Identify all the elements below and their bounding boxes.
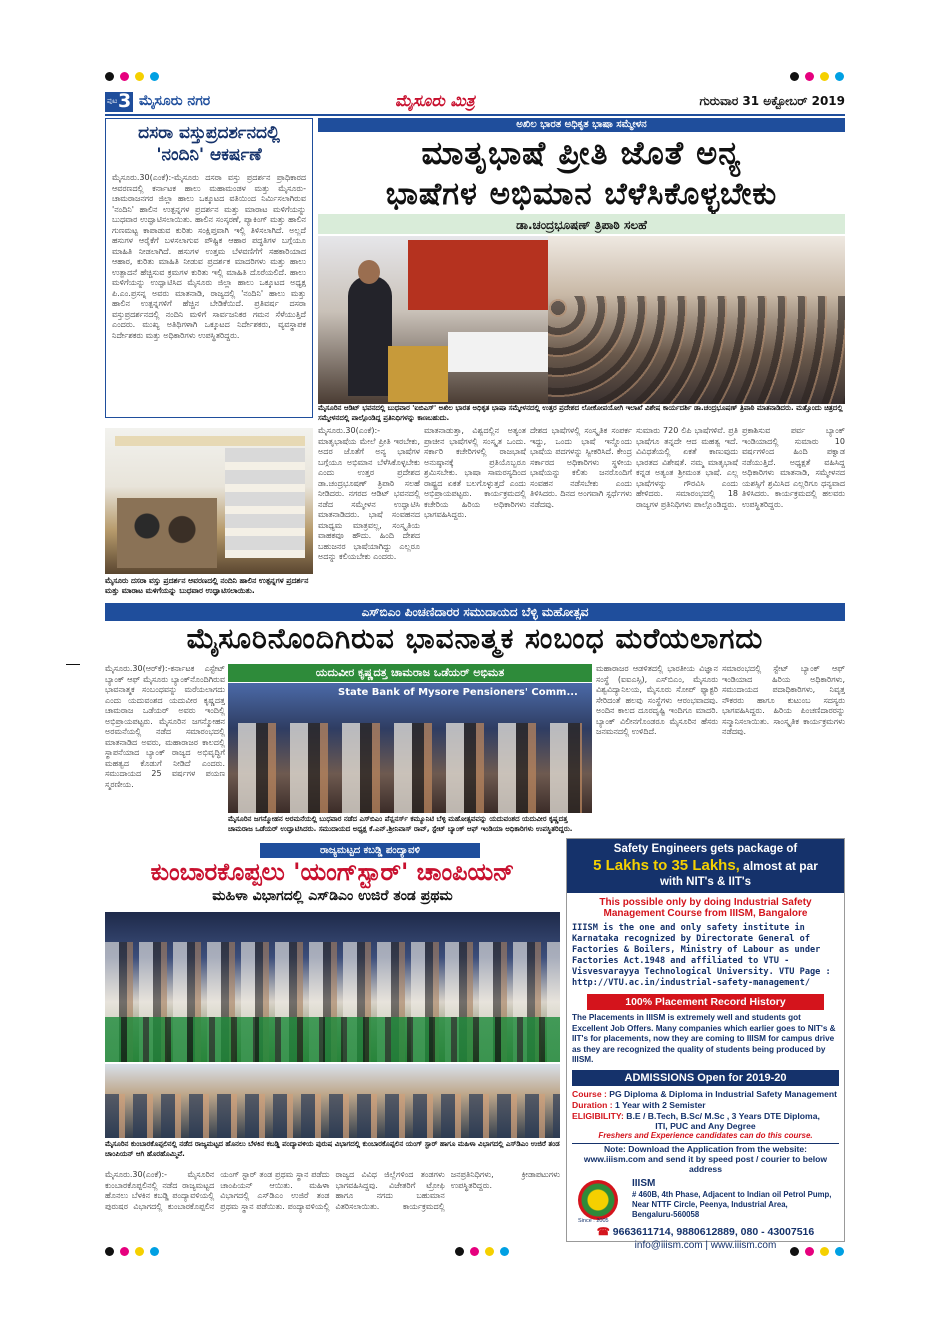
ad-sub-2: Management Course from IIISM, Bangalore: [603, 908, 808, 919]
nandini-headline-line1: ದಸರಾ ವಸ್ತುಪ್ರದರ್ಶನದಲ್ಲಿ: [138, 123, 280, 143]
ad-web: info@iiism.com | www.iiism.com: [634, 1239, 777, 1251]
language-col-5: ಪ್ರಕಾಶಿಸುವ ಪರ್ವ ಬ್ಯಾಂಕ್ ಇಂಡಿಯಾದಲ್ಲಿ ಸುಮಾರು 10 ವರ್ಷಗಳಿಂದ ಹಿಂದಿ ಪಕ್ವಾಡ ನಡೆಯುತ್ತಿದೆ. ಅಧ್ಯಕ್ಷತೆ ವಹಿಸಿದ್ದ ಅಧಿಕಾರಿಗಳು ಮಾತನಾಡಿ, ಸಮ್ಮೇಳನದ ಯಶಸ್ಸಿಗೆ ಶ್ರಮಿಸಿದ ಎಲ್ಲರಿಗೂ ಧನ್ಯವಾದ ತಿಳಿಸಿದರು. ಕಾರ್ಯಕ್ರಮದಲ್ಲಿ ಹಲವರು ಉಪಸ್ಥಿತರಿದ್ದರು.: [742, 426, 845, 509]
ad-salary-range: 5 Lakhs to 35 Lakhs,: [593, 857, 740, 874]
kabaddi-subhead: ಮಹಿಳಾ ವಿಭಾಗದಲ್ಲಿ ಎಸ್‌ಡಿಎಂ ಉಜಿರೆ ತಂಡ ಪ್ರಥಮ: [212, 888, 453, 904]
language-col-1: ಮೈಸೂರು.30(ಎಂಕೆ):- ಮಾತೃಭಾಷೆಯ ಮೇಲೆ ಪ್ರೀತಿ ಇರಬೇಕು, ಅದರ ಜೊತೆಗೆ ಅನ್ಯ ಭಾಷೆಗಳ ಬಗ್ಗೆಯೂ ಅಭಿಮಾನ ಬೆಳೆಸಿಕೊಳ್ಳಬೇಕು ಎಂದು ಉತ್ತರ ಪ್ರದೇಶದ ಡಾ.ಚಂದ್ರಭೂಷಣ್ ತ್ರಿಪಾಠಿ ಸಲಹೆ ನೀಡಿದರು. ನಗರದ ಆಡಿಟ್ ಭವನದಲ್ಲಿ ನಡೆದ ಸಮ್ಮೇಳನ ಉದ್ಘಾಟಿಸಿ ಮಾತನಾಡಿದರು. ಭಾಷೆ ಸಂವಹನದ ಮಾಧ್ಯಮ ಮಾತ್ರವಲ್ಲ, ಸಂಸ್ಕೃತಿಯ ವಾಹಕವೂ ಹೌದು. ಹಿಂದಿ ದೇಶದ ಬಹುಜನರ ಭಾಷೆಯಾಗಿದ್ದು ಎಲ್ಲರೂ ಅದನ್ನು ಕಲಿಯಬೇಕು ಎಂದರು.: [318, 426, 420, 561]
ad-course: PG Diploma & Diploma in Industrial Safety Management: [606, 1088, 838, 1099]
ad-since: Since : 2005: [578, 1217, 609, 1224]
masthead: ಮೈಸೂರು ಮಿತ್ರ: [395, 91, 475, 110]
language-subhead-bar: [318, 214, 845, 234]
kabaddi-caption: ಮೈಸೂರಿನ ಕುಂಬಾರಕೊಪ್ಪಲಿನಲ್ಲಿ ನಡೆದ ರಾಜ್ಯಮಟ್ಟದ ಹೊನಲು ಬೆಳಕಿನ ಕಬಡ್ಡಿ ಪಂದ್ಯಾವಳಿಯ ಪುರುಷ ವಿಭಾಗದಲ್ಲಿ ಕುಂಬಾರಕೊಪ್ಪಲಿನ ಯಂಗ್ ಸ್ಟಾರ್ ಹಾಗೂ ಮಹಿಳಾ ವಿಭಾಗದಲ್ಲಿ ಎಸ್‌ಡಿಎಂ ಉಜಿರೆ ತಂಡ ಚಾಂಪಿಯನ್ ಆಗಿ ಹೊರಹೊಮ್ಮಿವೆ.: [105, 1140, 560, 1158]
registration-marks-top-left: [105, 72, 159, 81]
ad-address-block: [572, 1178, 839, 1224]
fold-mark: [66, 664, 80, 665]
nandini-story: [105, 118, 313, 418]
pensioners-kicker-bar: [105, 603, 845, 621]
nandini-photo: [105, 428, 313, 574]
language-photo-audience: [548, 236, 845, 404]
language-subhead: ಡಾ.ಚಂದ್ರಭೂಷಣ್ ತ್ರಿಪಾಠಿ ಸಲಹೆ: [516, 218, 647, 232]
kabaddi-headline: ಕುಂಬಾರಕೊಪ್ಪಲು 'ಯಂಗ್‌ಸ್ಟಾರ್' ಚಾಂಪಿಯನ್: [150, 858, 515, 886]
kabaddi-body: ಮೈಸೂರು.30(ಎಂಕೆ):- ಮೈಸೂರಿನ ಕುಂಬಾರಕೊಪ್ಪಲಿನಲ್ಲಿ ನಡೆದ ರಾಜ್ಯಮಟ್ಟದ ಹೊನಲು ಬೆಳಕಿನ ಕಬಡ್ಡಿ ಪಂದ್ಯಾವಳಿಯಲ್ಲಿ ಪುರುಷರ ವಿಭಾಗದಲ್ಲಿ ಕುಂಬಾರಕೊಪ್ಪಲಿನ ಯಂಗ್ ಸ್ಟಾರ್ ತಂಡ ಪ್ರಥಮ ಸ್ಥಾನ ಪಡೆದು ಚಾಂಪಿಯನ್ ಆಯಿತು. ಮಹಿಳಾ ವಿಭಾಗದಲ್ಲಿ ಎಸ್‌ಡಿಎಂ ಉಜಿರೆ ತಂಡ ಪ್ರಥಮ ಸ್ಥಾನ ಪಡೆಯಿತು. ಪಂದ್ಯಾವಳಿಯಲ್ಲಿ ರಾಜ್ಯದ ವಿವಿಧ ಜಿಲ್ಲೆಗಳಿಂದ ತಂಡಗಳು ಭಾಗವಹಿಸಿದ್ದವು. ವಿಜೇತರಿಗೆ ಟ್ರೋಫಿ ಹಾಗೂ ನಗದು ಬಹುಮಾನ ವಿತರಿಸಲಾಯಿತು. ಕಾರ್ಯಕ್ರಮದಲ್ಲಿ ಜನಪ್ರತಿನಿಧಿಗಳು, ಕ್ರೀಡಾಪಟುಗಳು ಉಪಸ್ಥಿತರಿದ್ದರು.: [105, 1170, 560, 1211]
language-kicker: ಅಖಿಲ ಭಾರತ ಅಧಿಕೃತ ಭಾಷಾ ಸಮ್ಮೇಳನ: [516, 119, 647, 130]
ad-placement-title: 100% Placement Record History: [625, 996, 786, 1008]
ad-address-3: Bengaluru-560058: [632, 1209, 700, 1219]
registration-marks-top-right: [790, 72, 844, 81]
pensioners-headline: ಮೈಸೂರಿನೊಂದಿಗಿರುವ ಭಾವನಾತ್ಮಕ ಸಂಬಂಧ ಮರೆಯಲಾಗದು: [186, 622, 764, 655]
ad-admissions-banner: [572, 1070, 839, 1086]
ad-placement-banner: [587, 994, 824, 1010]
ad-eligibility-2: ITI, PUC and Any Degree: [655, 1120, 756, 1131]
kabaddi-kicker-bar: [260, 843, 480, 858]
ad-address-2: Near NTTF Circle, Peenya, Industrial Area,: [632, 1199, 788, 1209]
header-rule: [105, 114, 845, 116]
ad-headline-1: Safety Engineers gets package of: [613, 843, 798, 855]
pensioners-col-right-2: ಸಮಾರಂಭದಲ್ಲಿ ಸ್ಟೇಟ್ ಬ್ಯಾಂಕ್ ಆಫ್ ಇಂಡಿಯಾದ ಹಿರಿಯ ಅಧಿಕಾರಿಗಳು, ಸಮುದಾಯದ ಪದಾಧಿಕಾರಿಗಳು, ನಿವೃತ್ತ ನೌಕರರು ಹಾಗೂ ಕುಟುಂಬ ಸದಸ್ಯರು ಭಾಗವಹಿಸಿದ್ದರು. ಹಿರಿಯ ಪಿಂಚಣಿದಾರರನ್ನು ಸನ್ಮಾನಿಸಲಾಯಿತು. ಸಾಂಸ್ಕೃತಿಕ ಕಾರ್ಯಕ್ರಮಗಳು ನಡೆದವು.: [722, 664, 845, 736]
language-photo-caption: ಮೈಸೂರಿನ ಆಡಿಟ್ ಭವನದಲ್ಲಿ ಬುಧವಾರ 'ಐಬಿಎಸ್' ಅಖಿಲ ಭಾರತ ಅಧಿಕೃತ ಭಾಷಾ ಸಮ್ಮೇಳನದಲ್ಲಿ ಉತ್ತರ ಪ್ರದೇಶದ ಲೋಕೋಪಯೋಗಿ ಇಲಾಖೆ ವಿಶೇಷ ಕಾರ್ಯದರ್ಶಿ ಡಾ.ಚಂದ್ರಭೂಷಣ್ ತ್ರಿಪಾಠಿ ಮಾತನಾಡಿದರು. ಮತ್ತೊಂದು ಚಿತ್ರದಲ್ಲಿ ಸಮ್ಮೇಳನದಲ್ಲಿ ಪಾಲ್ಗೊಂಡಿದ್ದ ಪ್ರತಿನಿಧಿಗಳನ್ನು ಕಾಣಬಹುದು.: [318, 404, 843, 422]
language-col-3: ದೇಶದ ಭಾಷೆಗಳಲ್ಲಿ ಸಂಸ್ಕೃತಿಕ ಸಂಪರ್ಕ ಇದ್ದು, ಒಂದು ಭಾಷೆ ಇನ್ನೊಂದು ಭಾಷೆಯ ಪದಗಳನ್ನು ಸ್ವೀಕರಿಸಿದೆ. ಕೇಂದ್ರ ಸರ್ಕಾರದ ಅಧಿಕಾರಿಗಳು ಸ್ಥಳೀಯ ಭಾಷೆಯನ್ನು ಕಲಿತು ಜನರೊಂದಿಗೆ ಸಂವಹನ ನಡೆಸಬೇಕು ಎಂದು ತಿಳಿಸಿದರು. ದಿನದ ಅಂಗವಾಗಿ ಸ್ಪರ್ಧೆಗಳು ನಡೆದವು.: [530, 426, 632, 509]
pensioners-col-left: ಮೈಸೂರು.30(ಆರ್‌ಕೆ):-ಕರ್ನಾಟಕ ಎಸ್ಟೇಟ್ ಬ್ಯಾಂಕ್ ಆಫ್ ಮೈಸೂರು ಬ್ಯಾಂಕ್‌ನೊಂದಿಗಿರುವ ಭಾವನಾತ್ಮಕ ಸಂಬಂಧವನ್ನು ಮರೆಯಲಾಗದು ಎಂದು ಯದುವಂಶದ ಯದುವೀರ ಕೃಷ್ಣದತ್ತ ಚಾಮರಾಜ ಒಡೆಯರ್ ಅವರು ಇಂದಿಲ್ಲಿ ಅಭಿಪ್ರಾಯಪಟ್ಟರು. ಮೈಸೂರಿನ ಜಗನ್ಮೋಹನ ಅರಮನೆಯಲ್ಲಿ ನಡೆದ ಸಮಾರಂಭದಲ್ಲಿ ಮಾತನಾಡಿದ ಅವರು, ಮಹಾರಾಜರ ಕಾಲದಲ್ಲಿ ಸ್ಥಾಪನೆಯಾದ ಬ್ಯಾಂಕ್ ರಾಜ್ಯದ ಅಭಿವೃದ್ಧಿಗೆ ಮಹತ್ವದ ಕೊಡುಗೆ ನೀಡಿದೆ ಎಂದರು. ಸಮುದಾಯದ 25 ವರ್ಷಗಳ ಪಯಣ ಸ್ಮರಣೀಯ.: [105, 664, 225, 789]
ad-phone-2: 080 - 43007516: [740, 1225, 815, 1238]
phone-icon: ☎: [596, 1225, 610, 1238]
ad-eligibility-label: ELIGIBILITY:: [572, 1110, 624, 1121]
ad-phone-line: [567, 1226, 844, 1238]
ad-header-box: [567, 839, 844, 893]
nandini-photo-caption: ಮೈಸೂರು ದಸರಾ ವಸ್ತು ಪ್ರದರ್ಶನ ಆವರಣದಲ್ಲಿ ನಂದಿನಿ ಹಾಲಿನ ಉತ್ಪನ್ನಗಳ ಪ್ರದರ್ಶನ ಮತ್ತು ಮಾರಾಟ ಮಳಿಗೆಯನ್ನು ಬುಧವಾರ ಉದ್ಘಾಟಿಸಲಾಯಿತು.: [105, 576, 309, 595]
pensioners-photo: [228, 683, 592, 813]
ad-org: IIISM: [632, 1177, 656, 1189]
ad-course-line: [572, 1089, 839, 1099]
iiism-logo: [578, 1180, 618, 1220]
section-title: ಮೈಸೂರು ನಗರ: [139, 93, 211, 109]
language-headline-line2: ಭಾಷೆಗಳ ಅಭಿಮಾನ ಬೆಳೆಸಿಕೊಳ್ಳಬೇಕು: [385, 176, 778, 212]
ad-note-2: www.iiism.com and send it by speed post / courier to below address: [583, 1153, 828, 1174]
ad-headline-3: with NIT's & IIT's: [659, 876, 752, 888]
ad-intro-paragraph: IIISM is the one and only safety institute in Karnataka recognized by Directorate General of Factories & Boilers, Ministry of Labour as under Factories Act.1948 and affiliated to VTU - Visvesvarayya Technological University. VTU Page : http://VTU.ac.in/industrial-safety-management/: [572, 923, 831, 988]
issue-date: ಗುರುವಾರ 31 ಅಕ್ಟೋಬರ್ 2019: [699, 94, 845, 108]
ad-duration-line: [572, 1100, 839, 1110]
ad-duration: 1 Year with 2 Semister: [612, 1099, 706, 1110]
page-badge-prefix: ಪುಟ: [107, 97, 118, 105]
ad-note-1: Note: Download the Application from the website:: [603, 1143, 808, 1154]
ad-eligibility-line: [572, 1111, 839, 1121]
kabaddi-photo-women: [105, 1064, 560, 1138]
language-col-2: ಮಾತನಾಡುತ್ತಾ, ವಿಶ್ವದಲ್ಲಿನ ಅತ್ಯಂತ ಪ್ರಾಚೀನ ಭಾಷೆಗಳಲ್ಲಿ ಸಂಸ್ಕೃತ ಒಂದು. ಸರ್ಕಾರಿ ಕಚೇರಿಗಳಲ್ಲಿ ರಾಜಭಾಷೆ ಅನುಷ್ಠಾನಕ್ಕೆ ಪ್ರತಿಯೊಬ್ಬರೂ ಶ್ರಮಿಸಬೇಕು. ಭಾಷಾ ಸಾಮರಸ್ಯದಿಂದ ರಾಷ್ಟ್ರದ ಏಕತೆ ಬಲಗೊಳ್ಳುತ್ತದೆ ಎಂದು ಅಭಿಪ್ರಾಯಪಟ್ಟರು. ಕಾರ್ಯಕ್ರಮದಲ್ಲಿ ಕಚೇರಿಯ ಹಿರಿಯ ಅಧಿಕಾರಿಗಳು ಭಾಗವಹಿಸಿದ್ದರು.: [424, 426, 526, 519]
pensioners-col-right-1: ಮಹಾರಾಜರ ಆಡಳಿತದಲ್ಲಿ ಭಾರತೀಯ ವಿಜ್ಞಾನ ಸಂಸ್ಥೆ (ಐಐಎಸ್ಸಿ), ಎಸ್‌ಬಿಎಂ, ಮೈಸೂರು ವಿಶ್ವವಿದ್ಯಾನಿಲಯ, ಮೈಸೂರು ಸೋಪ್ ಫ್ಯಾಕ್ಟರಿ ಸೇರಿದಂತೆ ಹಲವು ಸಂಸ್ಥೆಗಳು ಆರಂಭವಾದವು. ಅಂದಿನ ಕಾಲದ ದೂರದೃಷ್ಟಿ ಇಂದಿಗೂ ಮಾದರಿ. ಬ್ಯಾಂಕ್ ವಿಲೀನಗೊಂಡರೂ ಮೈಸೂರಿನ ಹೆಸರು ಜನಮನದಲ್ಲಿ ಉಳಿದಿದೆ.: [596, 664, 718, 736]
language-kicker-bar: [318, 118, 845, 132]
ad-freshers: Freshers and Experience candidates can do this course.: [598, 1130, 813, 1140]
kabaddi-kicker: ರಾಜ್ಯಮಟ್ಟದ ಕಬಡ್ಡಿ ಪಂದ್ಯಾವಳಿ: [320, 845, 420, 856]
ad-phone-1: 9663611714, 9880612889,: [612, 1225, 738, 1238]
ad-headline-2-rest: almost at par: [739, 859, 818, 873]
registration-marks-bottom-left: [105, 1247, 159, 1256]
language-headline-line1: ಮಾತೃಭಾಷೆ ಪ್ರೀತಿ ಜೊತೆ ಅನ್ಯ: [421, 134, 742, 172]
iiism-ad: [566, 838, 845, 1251]
ad-placement-text: The Placements in IIISM is extremely well and students got Excellent Job Offers. Many companies which earlier goes to NIT's & IIT's for placements, now they are coming to IIISM for campus drive as they are recognized the quality of students being produced by IIISM.: [572, 1013, 836, 1064]
page-header: [105, 92, 845, 112]
nandini-headline-line2: 'ನಂದಿನಿ' ಆಕರ್ಷಣೆ: [156, 145, 262, 165]
ad-duration-label: Duration :: [572, 1099, 613, 1110]
language-photo-speaker: [318, 236, 548, 404]
ad-address-1: # 460B, 4th Phase, Adjacent to Indian oil Petrol Pump,: [632, 1189, 832, 1199]
ad-course-label: Course :: [572, 1088, 607, 1099]
kabaddi-photo-men: [105, 912, 560, 1062]
registration-marks-bottom-center: [455, 1247, 509, 1256]
nandini-body: ಮೈಸೂರು.30(ಎಂಕೆ):-ಮೈಸೂರು ದಸರಾ ವಸ್ತು ಪ್ರದರ್ಶನ ಪ್ರಾಧಿಕಾರದ ಆವರಣದಲ್ಲಿ ಕರ್ನಾಟಕ ಹಾಲು ಮಹಾಮಂಡಳ ಮತ್ತು ಮೈಸೂರು-ಚಾಮರಾಜನಗರ ಜಿಲ್ಲಾ ಹಾಲು ಒಕ್ಕೂಟದ ವತಿಯಿಂದ ನಿರ್ಮಿಸಲಾಗಿರುವ 'ನಂದಿನಿ' ಹಾಲಿನ ಉತ್ಪನ್ನಗಳ ಪ್ರದರ್ಶನ ಮತ್ತು ಮಾರಾಟ ಮಳಿಗೆಯನ್ನು ಬುಧವಾರ ಉದ್ಘಾಟಿಸಲಾಯಿತು. ಹಾಲಿನ ಸಂಸ್ಕರಣೆ, ಪ್ಯಾಕಿಂಗ್ ಮತ್ತು ಹಾಲಿನ ಗುಣಮಟ್ಟ ಕಾಪಾಡುವ ಕುರಿತು ಸಂಕ್ಷಿಪ್ತವಾಗಿ ಇಲ್ಲಿ ತಿಳಿಸಲಾಗಿದೆ. ಅಲ್ಲದೆ ಹಸುಗಳ ಆರೈಕೆಗೆ ಬಳಸಲಾಗುವ ಪೌಷ್ಟಿಕ ಆಹಾರ ಪದ್ಧತಿಗಳ ಬಗ್ಗೆಯೂ ಮಾಹಿತಿ ನೀಡಲಾಗಿದೆ. ಹಸುಗಳ ಉತ್ತಮ ಬೆಳವಣಿಗೆಗೆ ಸಹಕಾರಿಯಾದ ಆಹಾರ, ಕುರಿತು ಮಾಹಿತಿ ನೀಡುವ ಪ್ರದರ್ಶಕ ಮಾದರಿಗಳು ಮತ್ತು ಹಾಲು ಉತ್ಪಾದನೆ ಹೆಚ್ಚಿಸುವ ಕ್ರಮಗಳ ಕುರಿತು ಇಲ್ಲಿ ಮಾಹಿತಿ ದೊರೆಯಲಿದೆ. ಹಾಲು ಮಳಿಗೆಯನ್ನು ಉದ್ಘಾಟಿಸಿದ ಮೈಸೂರು ಜಿಲ್ಲಾ ಹಾಲು ಒಕ್ಕೂಟದ ಅಧ್ಯಕ್ಷ ಪಿ.ಎಂ.ಪ್ರಸನ್ನ ಅವರು ಮಾತನಾಡಿ, ರಾಜ್ಯದಲ್ಲಿ 'ನಂದಿನಿ' ಹಾಲು ಮತ್ತು ಹಾಲಿನ ಉತ್ಪನ್ನಗಳಿಗೆ ಹೆಚ್ಚಿನ ಬೇಡಿಕೆಯಿದೆ. ಪ್ರತಿವರ್ಷ ದಸರಾ ವಸ್ತುಪ್ರದರ್ಶನದಲ್ಲಿ ನಂದಿನಿ ಮಳಿಗೆ ಸಾರ್ವಜನಿಕರ ಗಮನ ಸೆಳೆಯುತ್ತಿದೆ ಎಂದರು. ಮುಖ್ಯ ಅತಿಥಿಗಳಾಗಿ ಒಕ್ಕೂಟದ ನಿರ್ದೇಶಕರು, ವ್ಯವಸ್ಥಾಪಕ ನಿರ್ದೇಶಕರು ಮತ್ತು ಅಧಿಕಾರಿಗಳು ಉಪಸ್ಥಿತರಿದ್ದರು.: [112, 173, 306, 340]
page-number-badge: [105, 92, 133, 112]
ad-sub-1: This possible only by doing Industrial Safety: [599, 897, 812, 908]
registration-marks-bottom-right: [790, 1247, 844, 1256]
ad-note-box: [572, 1143, 839, 1174]
pensioners-banner-text: State Bank of Mysore Pensioners' Comm...: [338, 687, 578, 698]
ad-sub-heading: [567, 897, 844, 919]
pensioners-caption: ಮೈಸೂರಿನ ಜಗನ್ಮೋಹನ ಅರಮನೆಯಲ್ಲಿ ಬುಧವಾರ ನಡೆದ ಎಸ್‌ಬಿಎಂ ಪೆನ್ಷನರ್ಸ್ ಕಮ್ಯೂನಿಟಿ ಬೆಳ್ಳಿ ಮಹೋತ್ಸವವನ್ನು ಯದುವಂಶದ ಯದುವೀರ ಕೃಷ್ಣದತ್ತ ಚಾಮರಾಜ ಒಡೆಯರ್ ಉದ್ಘಾಟಿಸಿದರು. ಸಮುದಾಯದ ಅಧ್ಯಕ್ಷ ಕೆ.ಎನ್.ಶ್ರೀನಿವಾಸ್ ರಾವ್, ಸ್ಟೇಟ್ ಬ್ಯಾಂಕ್ ಆಫ್ ಇಂಡಿಯಾ ಅಧಿಕಾರಿಗಳು ಉಪಸ್ಥಿತರಿದ್ದರು.: [228, 815, 573, 833]
language-col-4: ಸುಮಾರು 720 ಲಿಪಿ ಭಾಷೆಗಳಿವೆ. ಪ್ರತಿ ಭಾಷೆಗೂ ತನ್ನದೇ ಆದ ಮಹತ್ವ ಇದೆ. ವಿವಿಧತೆಯಲ್ಲಿ ಏಕತೆ ಕಾಣುವುದು ಭಾರತದ ವಿಶೇಷತೆ. ನಮ್ಮ ಮಾತೃಭಾಷೆ ಕನ್ನಡ ಅತ್ಯಂತ ಶ್ರೀಮಂತ ಭಾಷೆ. ಎಲ್ಲ ಭಾಷೆಗಳನ್ನು ಗೌರವಿಸಿ ಎಂದು ಹೇಳಿದರು. ಸಮಾರಂಭದಲ್ಲಿ 18 ರಾಜ್ಯಗಳ ಪ್ರತಿನಿಧಿಗಳು ಪಾಲ್ಗೊಂಡಿದ್ದರು.: [636, 426, 738, 509]
ad-admissions: ADMISSIONS Open for 2019-20: [624, 1071, 787, 1084]
pensioners-kicker: ಎಸ್‌ಬಿಎಂ ಪಿಂಚಣಿದಾರರ ಸಮುದಾಯದ ಬೆಳ್ಳಿ ಮಹೋತ್ಸವ: [361, 605, 589, 619]
page-number: 3: [118, 90, 132, 112]
pensioners-photo-title: ಯದುವೀರ ಕೃಷ್ಣದತ್ತ ಚಾಮರಾಜ ಒಡೆಯರ್ ಅಭಿಮತ: [315, 666, 505, 679]
ad-eligibility: B.E / B.Tech, B.Sc/ M.Sc , 3 Years DTE Diploma,: [623, 1110, 820, 1121]
pensioners-photo-title-bar: [228, 664, 592, 682]
